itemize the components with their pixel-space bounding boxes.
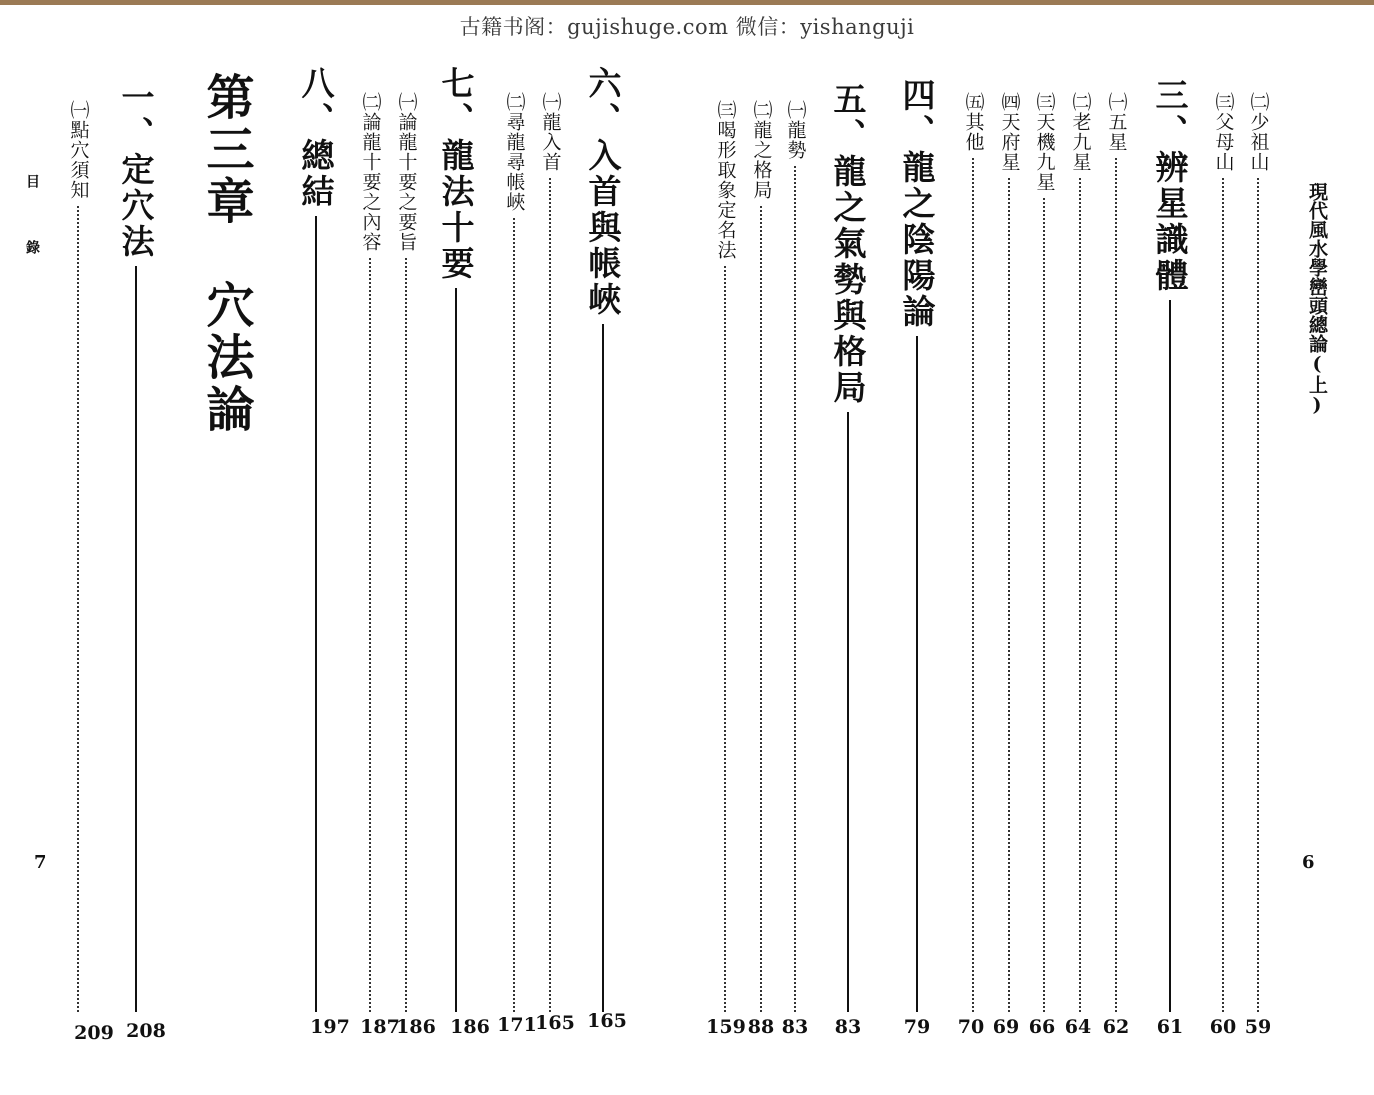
toc-entry-title: ㈣天府星 (998, 92, 1021, 172)
toc-page-number: 59 (1244, 1016, 1272, 1038)
toc-entry-title: ㈡尋龍尋帳峽 (503, 92, 526, 212)
toc-page-number: 83 (834, 1016, 862, 1038)
watermark-text: 古籍书阁：gujishuge.com 微信：yishanguji (459, 15, 915, 39)
toc-page-number: 171 (497, 1014, 537, 1036)
toc-entry-title: ㈡論龍十要之內容 (359, 92, 382, 252)
toc-entry (386, 92, 426, 1012)
leader-line (916, 336, 918, 1012)
toc-page-number: 62 (1102, 1016, 1130, 1038)
leader-dots (549, 178, 551, 1012)
toc-entry (1096, 92, 1136, 1012)
toc-section-title: 四、龍之陰陽論 (897, 78, 937, 330)
leader-dots (1008, 178, 1010, 1012)
leader-dots (1043, 198, 1045, 1012)
toc-section-title: 一、定穴法 (116, 80, 156, 260)
toc-section (436, 66, 476, 1012)
toc-section (296, 66, 336, 1012)
toc-page-number: 83 (781, 1016, 809, 1038)
toc-page-number: 209 (74, 1022, 114, 1044)
leader-dots (405, 258, 407, 1012)
toc-section (116, 80, 156, 1012)
toc-entry (741, 100, 781, 1012)
leader-dots (1115, 158, 1117, 1012)
leader-line (135, 266, 137, 1012)
leader-dots (1222, 178, 1224, 1012)
toc-section (583, 66, 623, 1012)
toc-entry-title: ㈢喝形取象定名法 (714, 100, 737, 260)
leader-dots (513, 218, 515, 1012)
toc-entry (1238, 92, 1278, 1012)
toc-entry-title: ㈢父母山 (1212, 92, 1235, 172)
toc-page-number: 70 (957, 1016, 985, 1038)
toc-section-title: 七、龍法十要 (436, 66, 476, 282)
leader-line (455, 288, 457, 1012)
toc-entry (1024, 92, 1064, 1012)
toc-page-number: 187 (360, 1016, 400, 1038)
toc-section-title: 五、龍之氣勢與格局 (828, 82, 868, 406)
leader-dots (972, 158, 974, 1012)
leader-dots (794, 166, 796, 1012)
running-head-right: 現代風水學巒頭總論(上) (1306, 182, 1328, 416)
leader-dots (77, 206, 79, 1012)
toc-page-number: 165 (587, 1010, 627, 1032)
toc-page-number: 159 (706, 1016, 746, 1038)
toc-entry (1203, 92, 1243, 1012)
toc-entry-title: ㈠龍入首 (539, 92, 562, 172)
leader-dots (1079, 178, 1081, 1012)
toc-page-number: 69 (992, 1016, 1020, 1038)
toc-entry (775, 100, 815, 1012)
toc-page-number: 61 (1156, 1016, 1184, 1038)
toc-entry-title: ㈡少祖山 (1247, 92, 1270, 172)
toc-page-number: 88 (747, 1016, 775, 1038)
leader-line (602, 324, 604, 1012)
leader-line (847, 412, 849, 1012)
toc-page-number: 197 (310, 1016, 350, 1038)
folio-left: 7 (34, 852, 47, 873)
toc-section-title: 八、總結 (296, 66, 336, 210)
toc-section (1150, 78, 1190, 1012)
toc-entry-title: ㈠龍勢 (784, 100, 807, 160)
chapter-title: 第三章 穴法論 (198, 72, 254, 436)
toc-page-number: 64 (1064, 1016, 1092, 1038)
toc-entry-title: ㈤其他 (962, 92, 985, 152)
toc-section-title: 六、入首與帳峽 (583, 66, 623, 318)
toc-entry (953, 92, 993, 1012)
toc-entry (989, 92, 1029, 1012)
toc-entry (494, 92, 534, 1012)
toc-entry-title: ㈠論龍十要之要旨 (395, 92, 418, 252)
toc-page-number: 79 (903, 1016, 931, 1038)
toc-entry-title: ㈢天機九星 (1033, 92, 1056, 192)
toc-section (828, 82, 868, 1012)
toc-entry (58, 100, 98, 1012)
toc-page-number: 186 (396, 1016, 436, 1038)
toc-page-number: 66 (1028, 1016, 1056, 1038)
toc-entry (350, 92, 390, 1012)
toc-entry (530, 92, 570, 1012)
toc-page-number: 208 (126, 1020, 166, 1042)
leader-dots (724, 266, 726, 1012)
toc-section-title: 三、辨星識體 (1150, 78, 1190, 294)
toc-entry (705, 100, 745, 1012)
leader-line (1169, 300, 1171, 1012)
toc-section (897, 78, 937, 1012)
toc-page-number: 165 (535, 1012, 575, 1034)
leader-dots (369, 258, 371, 1012)
toc-entry (1060, 92, 1100, 1012)
toc-entry-title: ㈠五星 (1105, 92, 1128, 152)
toc-page-number: 60 (1209, 1016, 1237, 1038)
toc-page-number: 186 (450, 1016, 490, 1038)
toc-entry-title: ㈠點穴須知 (67, 100, 90, 200)
toc-entry-title: ㈡龍之格局 (750, 100, 773, 200)
leader-dots (760, 206, 762, 1012)
leader-dots (1257, 178, 1259, 1012)
toc-entry-title: ㈡老九星 (1069, 92, 1092, 172)
folio-right: 6 (1302, 852, 1315, 873)
leader-line (315, 216, 317, 1012)
running-head-left: 目 錄 (24, 174, 40, 272)
